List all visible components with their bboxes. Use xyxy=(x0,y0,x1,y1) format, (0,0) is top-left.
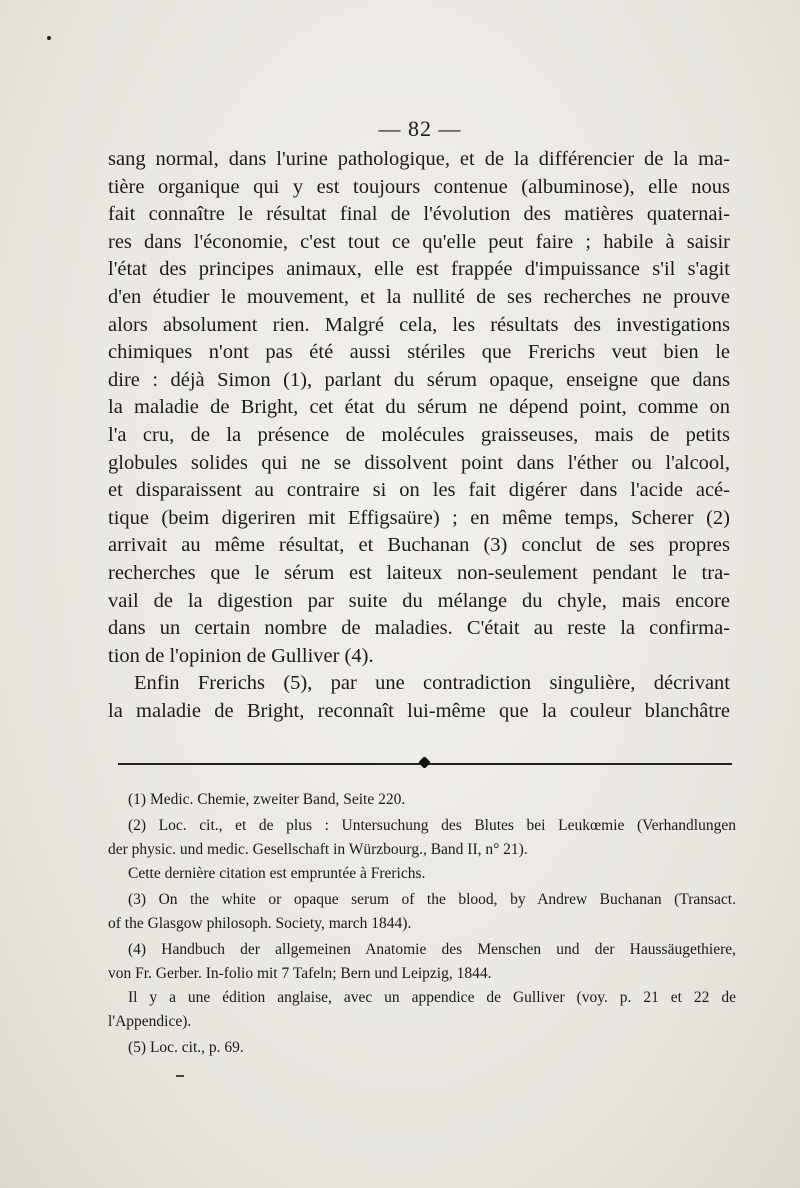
footnote-line: (1) Medic. Chemie, zweiter Band, Seite 220. xyxy=(128,791,406,808)
body-line: l'état des principes animaux, elle est frappée d'impuissance s'il s'agit xyxy=(108,258,730,281)
body-line: tière organique qui y est toujours contenue (albuminose), elle nous xyxy=(108,175,730,198)
footnote-line: Cette dernière citation est empruntée à Frerichs. xyxy=(128,865,426,882)
footnote-line: der physic. und medic. Gesellschaft in Würzbourg., Band II, n° 21). xyxy=(108,841,528,858)
footnote-line: (3) On the white or opaque serum of the blood, by Andrew Buchanan (Transact. xyxy=(128,891,736,908)
body-line: tique (beim digeriren mit Effigsaüre) ; en même temps, Scherer (2) xyxy=(108,506,730,529)
footnote-line: von Fr. Gerber. In-folio mit 7 Tafeln; Bern und Leipzig, 1844. xyxy=(108,965,492,982)
page-tick-mark xyxy=(176,1075,184,1077)
body-line: la maladie de Bright, cet état du sérum ne dépend point, comme on xyxy=(108,396,730,419)
body-line: res dans l'économie, c'est tout ce qu'elle peut faire ; habile à saisir xyxy=(108,230,730,253)
body-line: dire : déjà Simon (1), parlant du sérum opaque, enseigne que dans xyxy=(108,368,730,391)
footnote-5 xyxy=(108,1036,736,1060)
footnote-line: of the Glasgow philosoph. Society, march 1844). xyxy=(108,915,412,932)
footnote-4 xyxy=(108,938,736,1034)
body-line: arrivait au même résultat, et Buchanan (3) conclut de ses propres xyxy=(108,534,730,557)
body-line: d'en étudier le mouvement, et la nullité de ses recherches ne prouve xyxy=(108,285,730,308)
body-line: sang normal, dans l'urine pathologique, et de la différencier de la ma- xyxy=(108,148,730,170)
body-line: chimiques n'ont pas été aussi stériles que Frerichs veut bien le xyxy=(108,341,730,364)
page-number: — 82 — xyxy=(378,116,462,141)
footnote-line: (5) Loc. cit., p. 69. xyxy=(128,1039,244,1056)
footnote-line: (4) Handbuch der allgemeinen Anatomie des Menschen und der Haussäugethiere, xyxy=(128,941,736,958)
separator-ornament xyxy=(418,756,431,769)
footnote-2 xyxy=(108,814,736,886)
footnote-3 xyxy=(108,888,736,936)
body-line: vail de la digestion par suite du mélange du chyle, mais encore xyxy=(108,589,730,612)
body-text xyxy=(108,146,730,725)
footnotes xyxy=(108,788,736,1062)
footnote-line: l'Appendice). xyxy=(108,1013,192,1030)
body-line: alors absolument rien. Malgré cela, les résultats des investigations xyxy=(108,313,730,336)
body-line: Enfin Frerichs (5), par une contradiction singulière, décrivant xyxy=(134,672,730,695)
footnote-separator xyxy=(118,757,732,769)
footnote-line: Il y a une édition anglaise, avec un appendice de Gulliver (voy. p. 21 et 22 de xyxy=(128,989,736,1006)
speck-mark xyxy=(47,36,51,40)
footnote-1 xyxy=(108,788,736,812)
footnote-line: (2) Loc. cit., et de plus : Untersuchung des Blutes bei Leukœmie (Verhandlungen xyxy=(128,817,736,834)
body-line: tion de l'opinion de Gulliver (4). xyxy=(108,644,374,667)
body-line: dans un certain nombre de maladies. C'était au reste la confirma- xyxy=(108,617,730,640)
body-line: la maladie de Bright, reconnaît lui-même que la couleur blanchâtre xyxy=(108,699,730,722)
body-line: l'a cru, de la présence de molécules graisseuses, mais de petits xyxy=(108,423,730,446)
body-line: globules solides qui ne se dissolvent point dans l'éther ou l'alcool, xyxy=(108,451,730,474)
body-line: et disparaissent au contraire si on les fait digérer dans l'acide acé- xyxy=(108,479,730,502)
body-line: fait connaître le résultat final de l'évolution des matières quaternai- xyxy=(108,203,730,226)
body-line: recherches que le sérum est laiteux non-seulement pendant le tra- xyxy=(108,561,730,584)
